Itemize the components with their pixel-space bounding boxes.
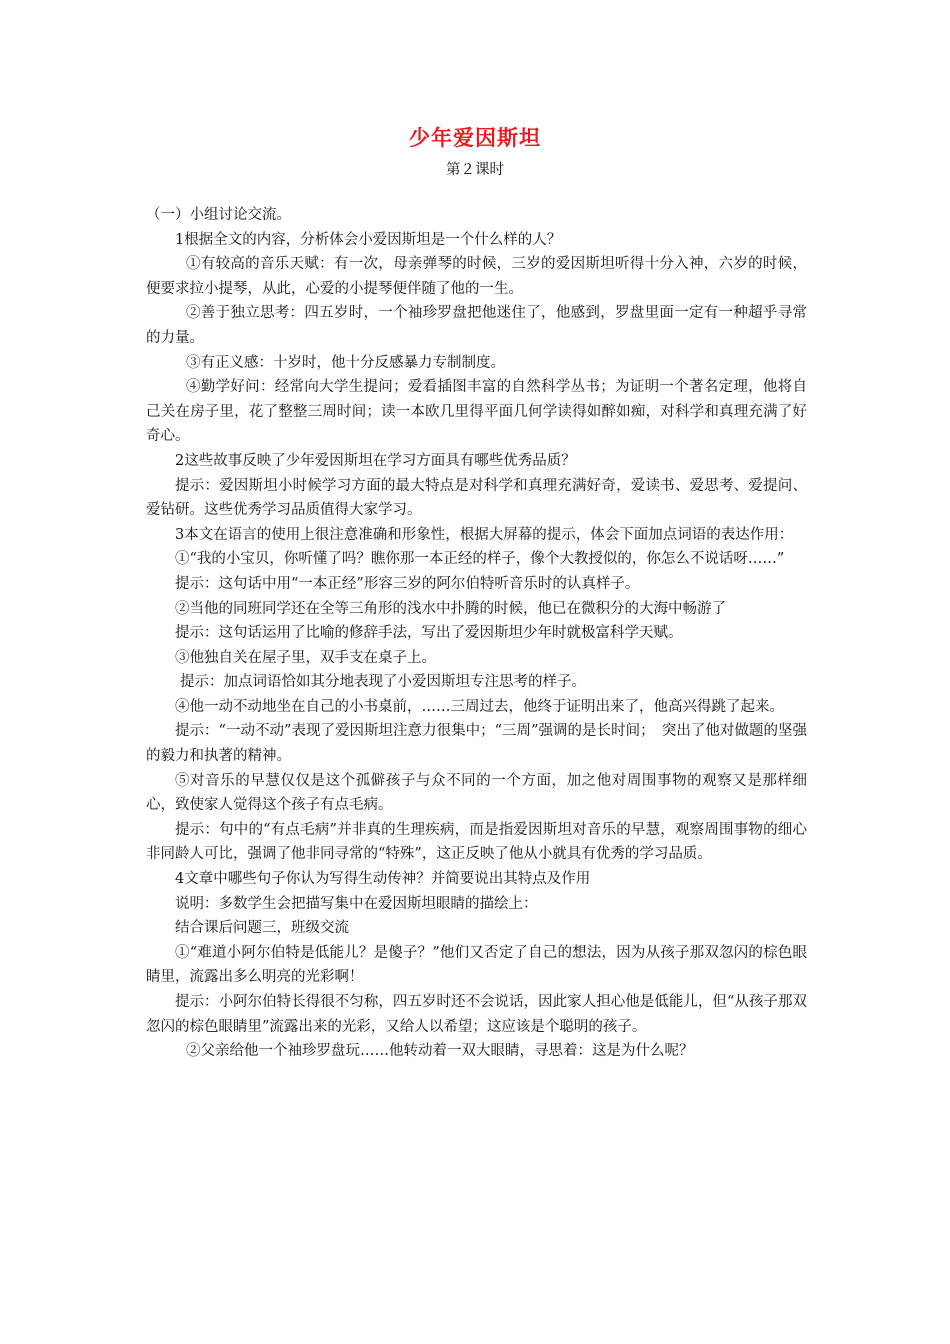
hint-paragraph: 提示：小阿尔伯特长得很不匀称，四五岁时还不会说话，因此家人担心他是低能儿，但“从孩子那双忽闪的棕色眼睛里”流露出来的光彩，又给人以希望；这应该是个聪明的孩子。 [146,994,807,1035]
question-3: 3本文在语言的使用上很注意准确和形象性，根据大屏幕的提示，体会下面加点词语的表达作用： [175,526,794,543]
hint-paragraph: 提示：句中的“有点毛病”并非真的生理疾病，而是指爱因斯坦对音乐的早慧，观察周围事物的细心非同龄人可比，强调了他非同寻常的“特殊”，这正反映了他从小就具有优秀的学习品质。 [146,821,807,863]
example-sentence-1: ①“我的小宝贝，你听懂了吗？瞧你那一本正经的样子，像个大教授似的，你怎么不说话呀……” [175,551,785,568]
document-body [146,203,807,1064]
quoted-sentence-1: ①“难道小阿尔伯特是低能儿？是傻子？”他们又否定了自己的想法，因为从孩子那双忽闪的棕色眼睛里，流露出多么明亮的光彩啊！ [146,944,807,986]
section-heading: （一）小组讨论交流。 [146,207,291,223]
question-4: 4文章中哪些句子你认为写得生动传神？并简要说出其特点及作用 [175,871,591,888]
question-1: 1根据全文的内容，分析体会小爱因斯坦是一个什么样的人？ [175,231,562,248]
example-sentence-2: ②当他的同班同学还在全等三角形的浅水中扑腾的时候，他已在微积分的大海中畅游了 [175,600,726,617]
instruction-paragraph: 结合课后问题三，班级交流 [175,920,349,937]
example-sentence-5: ⑤对音乐的早慧仅仅是这个孤僻孩子与众不同的一个方面，加之他对周围事物的观察又是那样细心，致使家人觉得这个孩子有点毛病。 [146,772,807,814]
hint-paragraph: 提示：加点词语恰如其分地表现了小爱因斯坦专注思考的样子。 [180,674,586,691]
answer-item-2: ②善于独立思考：四五岁时，一个袖珍罗盘把他迷住了，他感到，罗盘里面一定有一种超乎寻常的力量。 [146,305,807,346]
question-2: 2这些故事反映了少年爱因斯坦在学习方面具有哪些优秀品质？ [175,452,576,469]
document-title: 少年爱因斯坦 [409,125,541,150]
hint-paragraph: 提示：“一动不动”表现了爱因斯坦注意力很集中；“三周”强调的是长时间； 突出了他对做题的坚强的毅力和执著的精神。 [146,723,807,765]
explanation-paragraph: 说明：多数学生会把描写集中在爱因斯坦眼睛的描绘上： [175,895,538,912]
answer-item-3: ③有正义感：十岁时，他十分反感暴力专制制度。 [186,354,505,371]
example-sentence-4: ④他一动不动地坐在自己的小书桌前，……三周过去，他终于证明出来了，他高兴得跳了起来。 [175,698,784,715]
example-sentence-3: ③他独自关在屋子里，双手支在桌子上。 [175,649,436,666]
hint-paragraph: 提示：这句话运用了比喻的修辞手法，写出了爱因斯坦少年时就极富科学天赋。 [175,625,683,642]
quoted-sentence-2: ②父亲给他一个袖珍罗盘玩……他转动着一双大眼睛，寻思着：这是为什么呢？ [186,1043,694,1060]
answer-item-4: ④勤学好问：经常向大学生提问；爱看插图丰富的自然科学丛书；为证明一个著名定理，他将自己关在房子里，花了整整三周时间；读一本欧几里得平面几何学读得如醉如痴，对科学和真理充满了好奇心。 [146,379,807,445]
answer-item-1: ①有较高的音乐天赋：有一次，母亲弹琴的时候，三岁的爱因斯坦听得十分入神，六岁的时候，便要求拉小提琴，从此，心爱的小提琴便伴随了他的一生。 [146,256,807,297]
hint-paragraph: 提示：爱因斯坦小时候学习方面的最大特点是对科学和真理充满好奇，爱读书、爱思考、爱提问、爱钻研。这些优秀学习品质值得大家学习。 [146,477,807,519]
document-subtitle: 第２课时 [446,162,504,178]
hint-paragraph: 提示：这句话中用“一本正经”形容三岁的阿尔伯特听音乐时的认真样子。 [175,575,640,592]
